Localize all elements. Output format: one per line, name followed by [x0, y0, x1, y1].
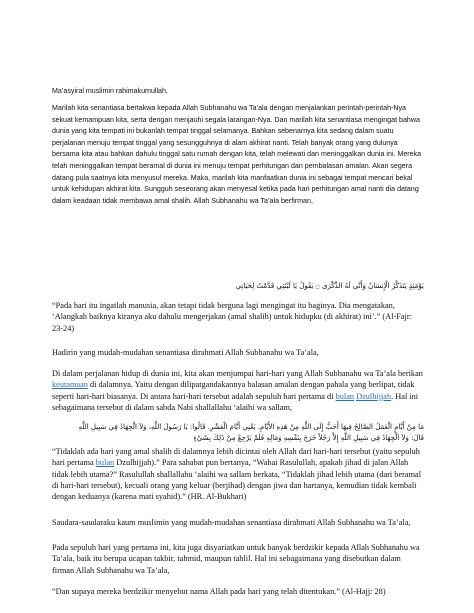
arabic-hadith: مَا مِنْ أَيَّامٍ الْعَمَلُ الصَّالِحُ فِيهَا أَحَبُّ إِلَى اللَّهِ مِنْ هَذِهِ الأَيَّامِ. يَعْنِي أَيَّامَ الْعَشْرِ. قَالُوا: يَا رَسُولَ اللَّهِ، وَلاَ الْجِهَادُ فِي سَبِيلِ اللَّهِ قَالَ: وَلاَ الْجِهَادُ فِي سَبِيلِ اللَّهِ إِلاَّ رَجُلاً خَرَجَ بِنَفْسِهِ وَمَالِهِ فَلَمْ يَرْجِعْ مِنْ ذَلِكَ بِشَيْءٍ	[78, 423, 424, 442]
dzulhijjah-link[interactable]: Dzulhijjah	[356, 391, 392, 401]
intro-paragraph: Marilah kita senantiasa bertakwa kepada Allah Subhanahu wa Ta’ala dengan menjalankan perintah-perintah-Nya sekuat kemampuan kita, serta dengan menjauhi segala larangan-Nya. Dan marilah kita senantiasa mengingat bahwa dunia yang kita tempati ini bukanlah tempat tinggal selamanya. Bahkan sebenarnya kita sedang dalam suatu perjalanan menuju tempat tinggal yang sesungguhnya di alam akhirat nanti. Telah banyak orang yang dulunya bersama kita atau bahkan dahulu tinggal satu rumah dengan kita, telah melewati dan meninggalkan dunia ini. Mereka telah meninggalkan tempat beramal di dunia ini menuju tempat perhitungan dan pembalasan amalan. Akan segera datang pula saatnya kita menyusul mereka. Maka, marilah kita manfaatkan dunia ini sebagai tempat mencari bekal untuk kehidupan akhirat kita. Sungguh seseorang akan menyesal ketika pada hari perhitungan amal nanti dia datang dalam keadaan tidak membawa amal shalih. Allah Subhanahu wa Ta’ala berfirman,	[52, 104, 422, 205]
arabic-verse-al-fajr: يَوْمَئِذٍ يَتَذَكَّرُ الْإِنسَانُ وَأَنَّى لَهُ الذِّكْرَى ۝ يَقُولُ يَا لَيْتَنِي قَدَّمْتُ لِحَيَاتِي	[235, 282, 424, 290]
dzikir-paragraph: Pada sepuluh hari yang pertama ini, kita juga disyariatkan untuk banyak berdzikir kepada Allah Subhanahu wa Ta’ala, baik itu berupa ucapan takbir, tahmid, maupun tahlil. Hal ini sebagaimana yang disebutkan dalam firman Allah Subhanahu wa Ta’ala,	[52, 543, 420, 575]
dzulhijjah-paragraph: Di dalam perjalanan hidup di dunia ini, kita akan menjumpai hari-hari yang Allah Subhanahu wa Ta’ala berikan keutamaan di dalamnya. Yaitu dengan dilipatgandakannya balasan amalan dengan pahala yang berlipat, tidak seperti hari-hari biasanya. Di antara hari-hari tersebut adalah sepuluh hari pertama di bulan Dzulhijjah. Hal ini sebagaimana tersebut di dalam sabda Nabi shallallahu ‘alaihi wa sallam,	[52, 369, 423, 412]
hadith-translation: “Tidaklah ada hari yang amal shalih di dalamnya lebih dicintai oleh Allah dari hari-hari tersebut (yaitu sepuluh hari pertama bulan Dzulhijjah).” Para sahabat pun bertanya, “Wahai Rasulullah, apakah jihad di jalan Allah tidak lebih utama?” Rasulullah shallallahu ‘alaihi wa sallam berkata, “Tidaklah jihad lebih utama (dari beramal di hari-hari tersebut), kecuali orang yang keluar (berjihad) dengan jiwa dan hartanya, kemudian tidak kembali dengan keduanya (karena mati syahid).” (HR. Al-Bukhari)	[52, 447, 422, 502]
al-hajj-translation: “Dan supaya mereka berdzikir menyebut nama Allah pada hari yang telah ditentukan.” (Al-Hajj: 28)	[52, 587, 386, 596]
keutamaan-link[interactable]: keutamaan	[52, 380, 88, 390]
bulan-link-2[interactable]: bulan	[95, 458, 115, 468]
bulan-link[interactable]: bulan	[335, 391, 355, 401]
address-paragraph-2: Saudara-saudaraku kaum muslimin yang mudah-mudahan senantiasa dirahmati Allah Subhanahu wa Ta’ala,	[52, 518, 411, 527]
greeting: Ma’asyiral muslimin rahimakumullah,	[52, 87, 168, 95]
al-fajr-translation: “Pada hari itu ingatlah manusia, akan tetapi tidak berguna lagi mengingat itu baginya. Dia mengatakan, ‘Alangkah baiknya kiranya aku dahulu mengerjakan (amal shalih) untuk hidupku (di akhirat) ini’.” (Al-Fajr: 23-24)	[52, 301, 412, 333]
address-paragraph-1: Hadirin yang mudah-mudahan senantiasa dirahmati Allah Subhanahu wa Ta’ala,	[52, 348, 319, 357]
